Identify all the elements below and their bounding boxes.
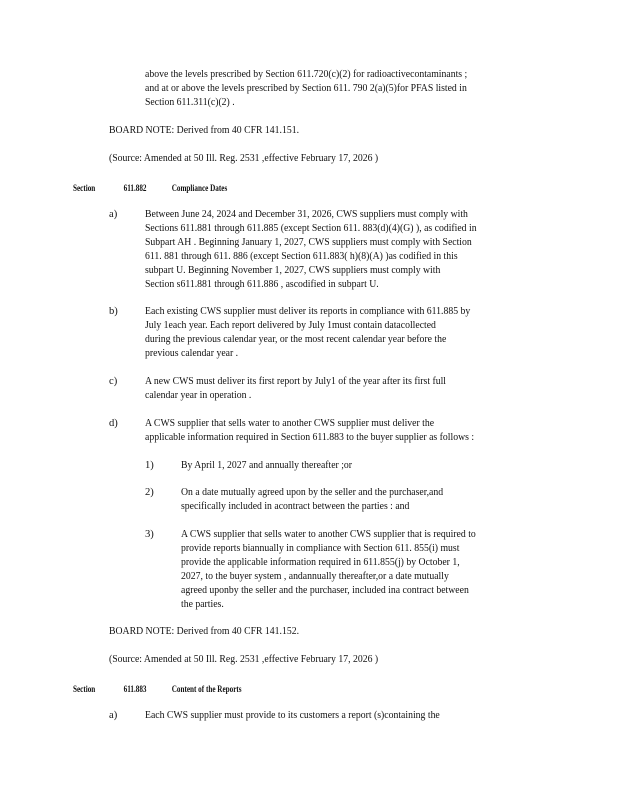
paragraph-a [145, 208, 477, 292]
text-line: calendar year in operation . [145, 390, 252, 401]
section-label: Section [73, 183, 96, 193]
source-note: (Source: Amended at 50 Ill. Reg. 2531 ,effective February 17, 2026 ) [109, 654, 379, 665]
section-title: Compliance Dates [171, 183, 228, 193]
text-line: Each CWS supplier must provide to its customers a report (s)containing the [145, 710, 440, 721]
text-line: A CWS supplier that sells water to another CWS supplier must deliver the [145, 418, 435, 429]
text-line: specifically included in acontract between the parties : and [181, 501, 410, 512]
text-line: Between June 24, 2024 and December 31, 2026, CWS suppliers must comply with [145, 209, 468, 220]
text-line: 611. 881 through 611. 886 (except Section 611.883( h)(8)(A) )as codified in this [145, 251, 458, 262]
paragraph-d [145, 417, 474, 445]
subparagraph-2 [181, 486, 443, 514]
paragraph-c [145, 375, 446, 403]
text-line: and at or above the levels prescribed by Section 611. 790 2(a)(5)for PFAS listed in [145, 83, 467, 94]
text-line: Section s611.881 through 611.886 , ascodified in subpart U. [145, 279, 379, 290]
text-line: applicable information required in Section 611.883 to the buyer supplier as follows : [145, 432, 475, 443]
section-number: 611.882 [123, 183, 147, 193]
text-line: Section 611.311(c)(2) . [145, 97, 235, 108]
section-title: Content of the Reports [171, 684, 242, 694]
paragraph-a [145, 709, 440, 723]
text-line: agreed uponby the seller and the purchaser, included ina contract between [181, 585, 469, 596]
text-line: Each existing CWS supplier must deliver its reports in compliance with 611.885 by [145, 306, 471, 317]
subitem-marker: 1) [145, 460, 154, 471]
text-line: A new CWS must deliver its first report by July1 of the year after its first full [145, 376, 446, 387]
source-note: (Source: Amended at 50 Ill. Reg. 2531 ,effective February 17, 2026 ) [109, 153, 379, 164]
text-line: the parties. [181, 599, 224, 610]
board-note: BOARD NOTE: Derived from 40 CFR 141.151. [109, 125, 300, 136]
subitem-marker: 3) [145, 529, 154, 540]
text-line: On a date mutually agreed upon by the seller and the purchaser,and [181, 487, 444, 498]
item-marker: a) [109, 209, 118, 220]
text-line: July 1each year. Each report delivered by July 1must contain datacollected [145, 320, 436, 331]
text-line: during the previous calendar year, or the most recent calendar year before the [145, 334, 447, 345]
paragraph-b [145, 305, 470, 361]
subparagraph-1 [181, 459, 352, 473]
text-line: Subpart AH . Beginning January 1, 2027, CWS suppliers must comply with Section [145, 237, 472, 248]
text-line: 2027, to the buyer system , andannually thereafter,or a date mutually [181, 571, 449, 582]
item-marker: d) [109, 418, 118, 429]
board-note: BOARD NOTE: Derived from 40 CFR 141.152. [109, 626, 300, 637]
section-number: 611.883 [123, 684, 147, 694]
section-label: Section [73, 684, 96, 694]
text-line: By April 1, 2027 and annually thereafter ;or [181, 460, 353, 471]
item-marker: b) [109, 306, 118, 317]
section-heading [73, 181, 227, 195]
continuation-paragraph [145, 68, 467, 110]
item-marker: a) [109, 710, 118, 721]
item-marker: c) [109, 376, 118, 387]
section-heading [73, 682, 242, 696]
text-line: provide the applicable information required in 611.855(j) by October 1, [181, 557, 460, 568]
text-line: A CWS supplier that sells water to another CWS supplier that is required to [181, 529, 476, 540]
text-line: Sections 611.881 through 611.885 (except Section 611. 883(d)(4)(G) ), as codified in [145, 223, 477, 234]
text-line: provide reports biannually in compliance with Section 611. 855(i) must [181, 543, 460, 554]
text-line: above the levels prescribed by Section 611.720(c)(2) for radioactivecontaminants ; [145, 69, 468, 80]
subitem-marker: 2) [145, 487, 154, 498]
text-line: subpart U. Beginning November 1, 2027, CWS suppliers must comply with [145, 265, 441, 276]
subparagraph-3 [181, 528, 476, 612]
text-line: previous calendar year . [145, 348, 239, 359]
